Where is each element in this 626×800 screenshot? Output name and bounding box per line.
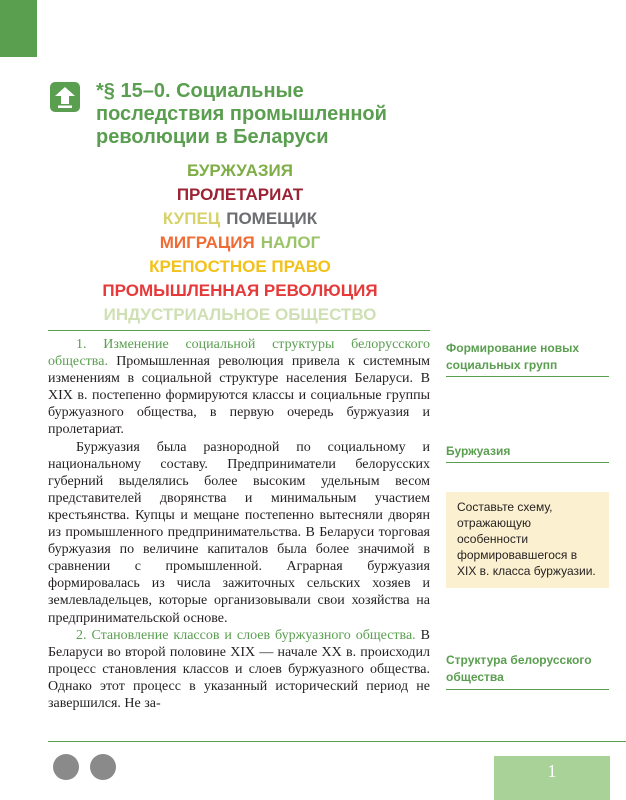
keyword-line (60, 303, 420, 327)
keyword-line (60, 255, 420, 279)
keyword-line (60, 279, 420, 303)
paragraph-text: Буржуазия была разнородной по социальному и национальному составу. Предприниматели белорусских губерний выделялись более высоким удельным весом представителей дворянства и минимальным участием крестьянства. Купцы и мещане постепенно вытесняли дворян из промышленного предпринимательства. В Беларуси торговая буржуазия по величине капиталов была более значимой в сравнении с промышленной. Аграрная буржуазия формировалась из числа зажиточных сельских хозяев и землевладельцев, которые организовывали свои хозяйства на предпринимательской основе. (48, 439, 430, 626)
paragraph-text: Промышленная революция привела к системным изменениям в социальной структуре населения Беларуси. В XIX в. постепенно формируются классы и социальные группы буржуазного общества, в первую очередь буржуазия и пролетариат. (48, 354, 430, 438)
paragraph-text: В Беларуси во второй половине XIX — начале XX в. происходил процесс становления классов и слоев буржуазного общества. Однако этот процесс в указанный исторический период не завершился. Не за- (48, 627, 430, 711)
keyword-line (60, 231, 420, 255)
corner-tab (0, 0, 37, 57)
task-box: Составьте схему, отражающую особенности формировавшегося в XIX в. класса буржуазии. (446, 492, 609, 588)
keyword-line (60, 183, 420, 207)
margin-divider (446, 462, 609, 463)
keyword-line (60, 207, 420, 231)
margin-divider (446, 376, 609, 377)
divider (48, 330, 430, 331)
keyword: БУРЖУАЗИЯ (187, 161, 293, 180)
keyword: КРЕПОСТНОЕ ПРАВО (149, 257, 331, 276)
keywords-block (60, 159, 420, 327)
decorative-dot (90, 754, 116, 780)
margin-note: Формирование новых социальных групп (446, 341, 580, 372)
keyword: ИНДУСТРИАЛЬНОЕ ОБЩЕСТВО (103, 305, 377, 324)
paragraph (48, 336, 430, 439)
page-number: 1 (494, 756, 610, 800)
footer-divider (48, 741, 626, 742)
paragraph (48, 627, 430, 712)
keyword: ПРОМЫШЛЕННАЯ РЕВОЛЮЦИЯ (102, 281, 378, 300)
keyword-line (60, 159, 420, 183)
section-heading: 2. Становление классов и слоев буржуазного общества. (76, 627, 416, 643)
decorative-dot (53, 754, 79, 780)
main-text (48, 336, 430, 712)
keyword: КУПЕЦ (162, 209, 221, 228)
keyword: ПОМЕЩИК (226, 209, 318, 228)
margin-note: Структура белорусского общества (446, 653, 592, 684)
section-heading: 1. Изменение социальной структуры белорусского общества. (48, 337, 430, 370)
keyword: МИГРАЦИЯ (159, 233, 255, 252)
page-title: *§ 15–0. Социальные последствия промышленной революции в Беларуси (96, 80, 387, 148)
keyword: ПРОЛЕТАРИАТ (176, 185, 304, 204)
keyword: НАЛОГ (260, 233, 321, 252)
margin-note: Буржуазия (446, 444, 511, 458)
margin-divider (446, 689, 609, 690)
paragraph (48, 439, 430, 627)
up-arrow-icon (50, 82, 80, 112)
